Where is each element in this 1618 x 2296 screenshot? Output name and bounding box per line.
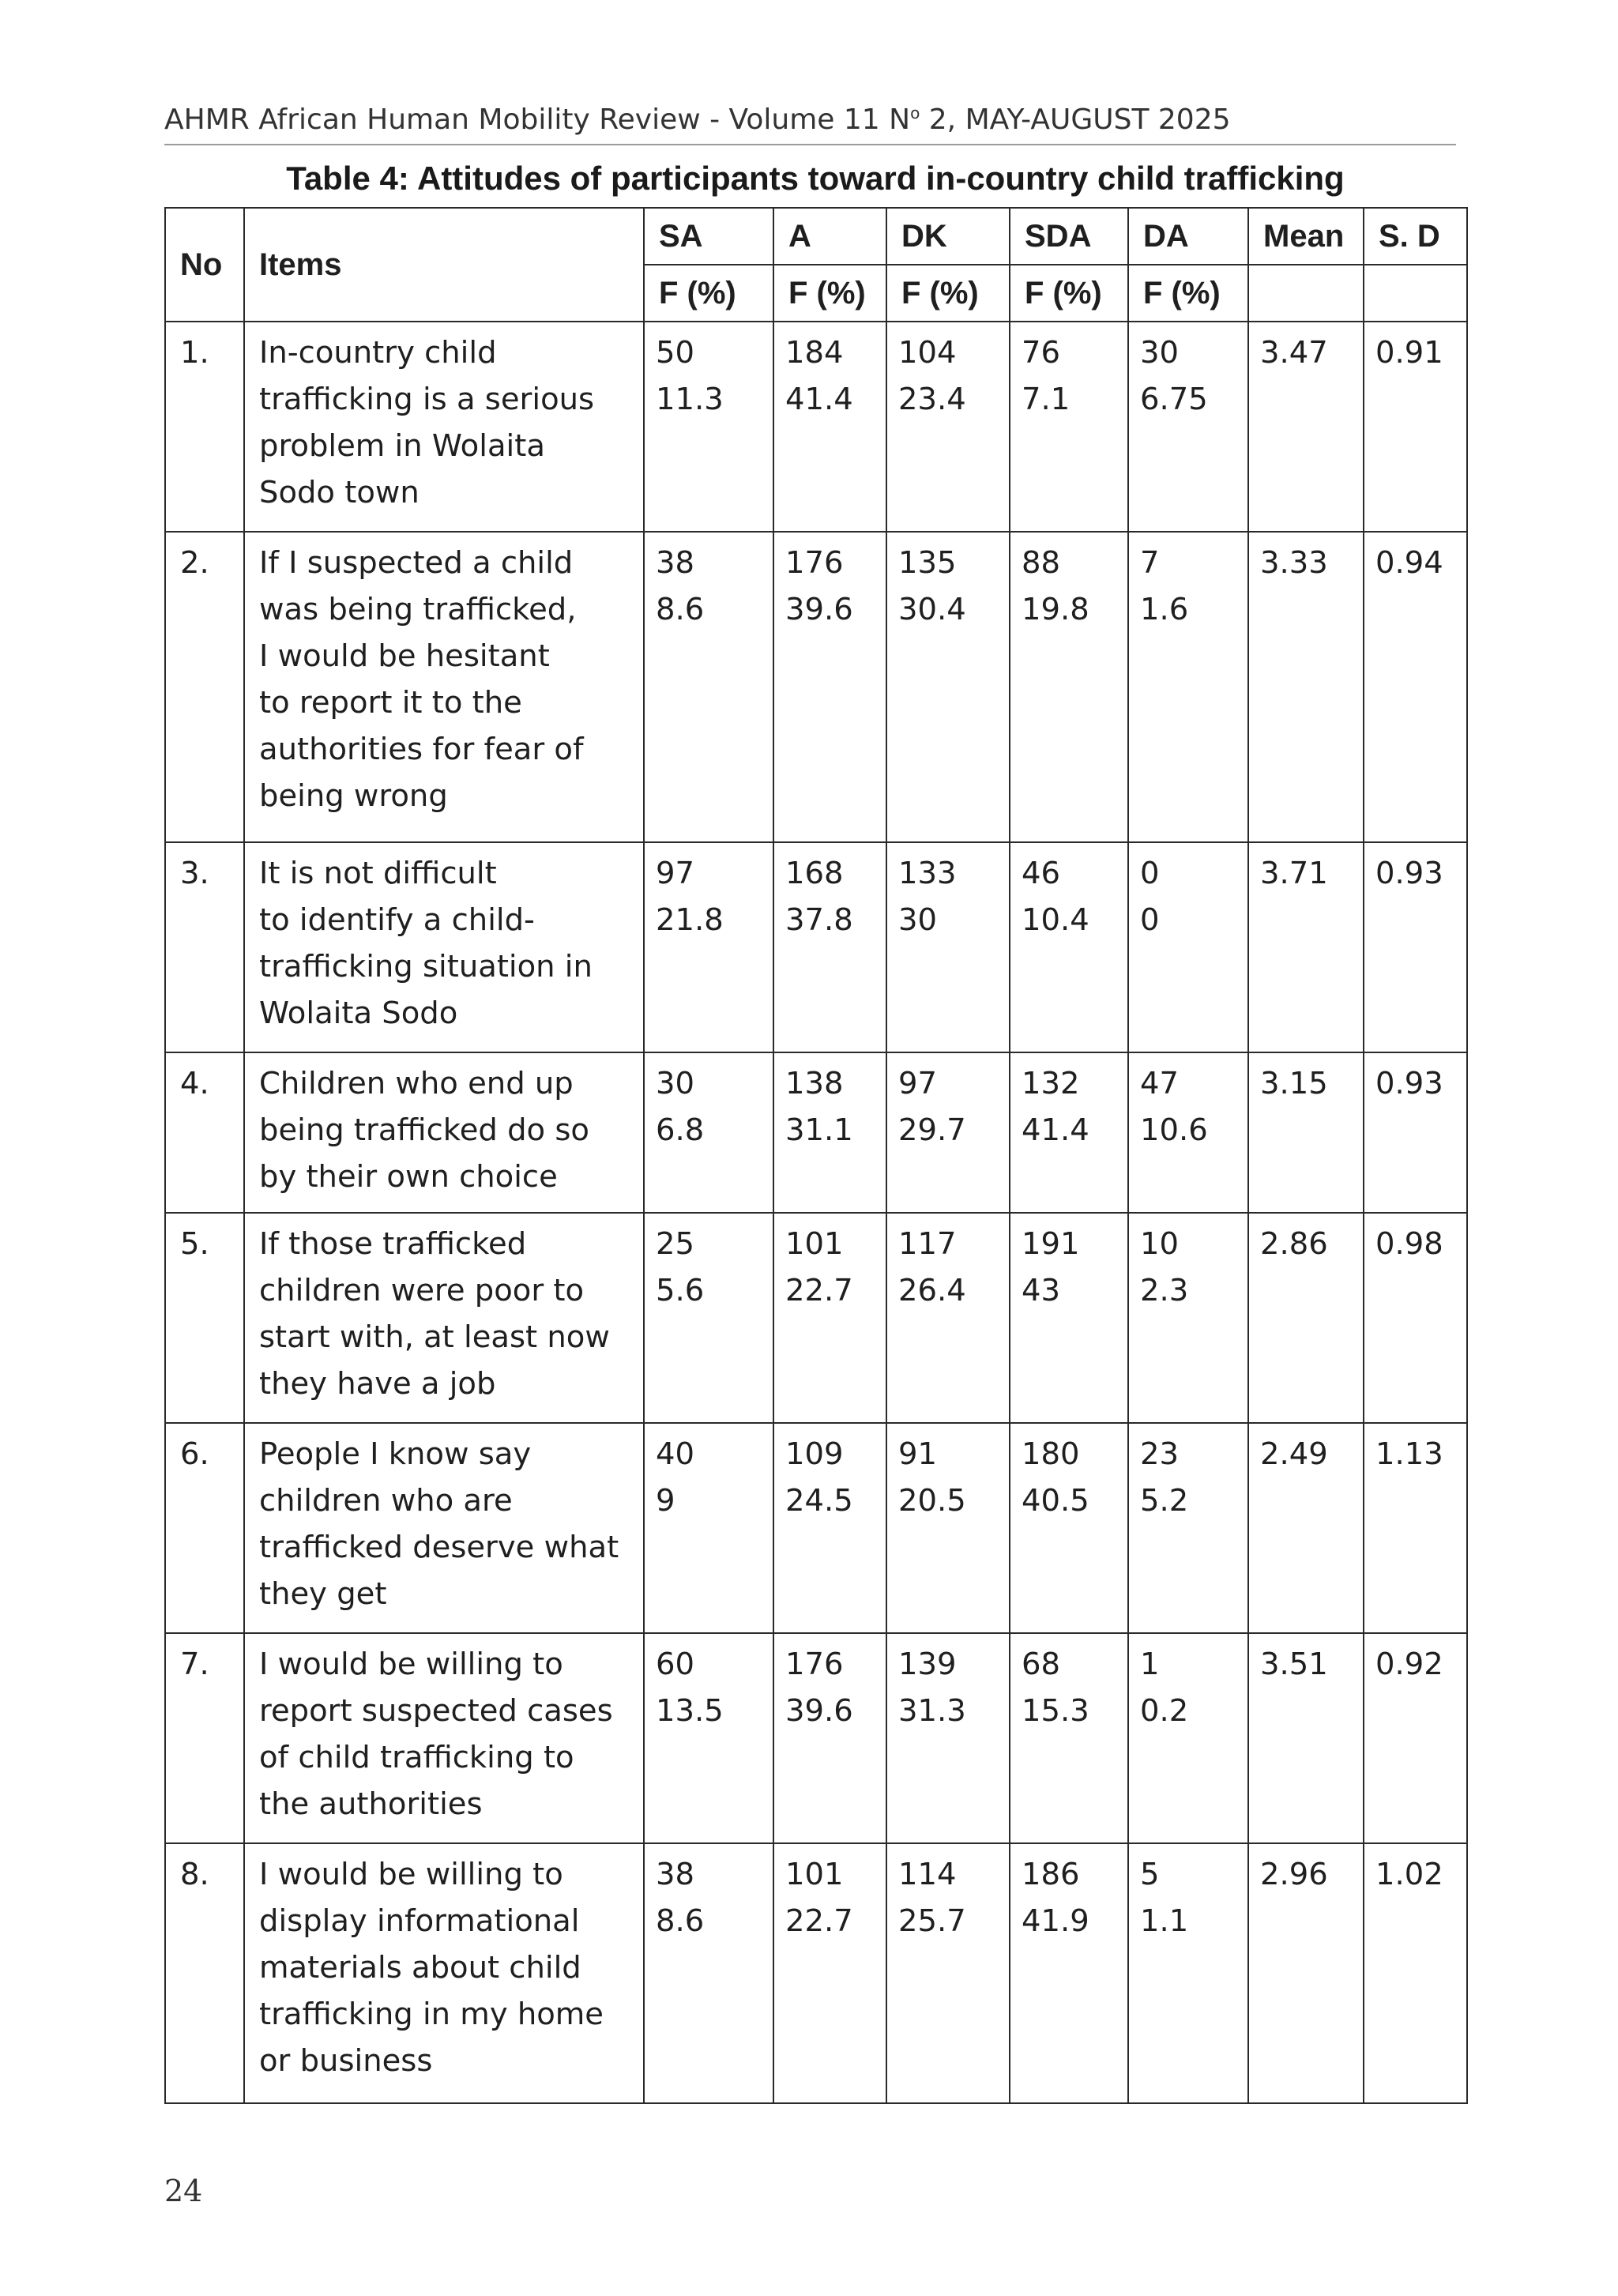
sa-cell [644, 1633, 773, 1843]
item-text-line: to identify a child- [259, 902, 535, 938]
sa-percent: 13.5 [656, 1693, 724, 1729]
subheader-da: F (%) [1128, 265, 1248, 322]
row-number: 1. [165, 322, 244, 532]
sda-frequency: 180 [1022, 1436, 1080, 1472]
sd-value: 1.13 [1364, 1423, 1467, 1633]
running-header-superscript: o [910, 104, 920, 122]
da-frequency: 1 [1140, 1647, 1160, 1682]
row-number: 7. [165, 1633, 244, 1843]
dk-percent: 26.4 [898, 1273, 966, 1308]
sda-frequency: 191 [1022, 1226, 1080, 1262]
da-percent: 0.2 [1140, 1693, 1189, 1729]
sa-cell [644, 532, 773, 842]
item-text-line: by their own choice [259, 1159, 558, 1195]
item-text-line: to report it to the [259, 685, 522, 721]
item-text-line: I would be willing to [259, 1647, 563, 1682]
item-text [244, 1423, 644, 1633]
dk-percent: 23.4 [898, 382, 966, 417]
dk-frequency: 135 [898, 545, 957, 581]
da-frequency: 5 [1140, 1857, 1160, 1892]
item-text-line: Children who end up [259, 1066, 574, 1101]
row-number: 2. [165, 532, 244, 842]
header-sda: SDA [1010, 208, 1128, 265]
sda-frequency: 46 [1022, 856, 1060, 891]
mean-value: 3.51 [1248, 1633, 1364, 1843]
sda-percent: 15.3 [1022, 1693, 1089, 1729]
header-sa: SA [644, 208, 773, 265]
subheader-sd-empty [1364, 265, 1467, 322]
item-text-line: report suspected cases [259, 1693, 613, 1729]
sa-frequency: 60 [656, 1647, 694, 1682]
dk-cell [886, 1052, 1010, 1213]
sda-percent: 40.5 [1022, 1483, 1089, 1519]
dk-cell [886, 532, 1010, 842]
dk-frequency: 104 [898, 335, 957, 371]
da-percent: 2.3 [1140, 1273, 1189, 1308]
a-cell [773, 1633, 886, 1843]
da-percent: 5.2 [1140, 1483, 1189, 1519]
sda-frequency: 76 [1022, 335, 1060, 371]
item-text-line: display informational [259, 1903, 580, 1939]
a-percent: 22.7 [785, 1273, 853, 1308]
dk-cell [886, 1213, 1010, 1423]
sda-percent: 43 [1022, 1273, 1060, 1308]
item-text-line: I would be willing to [259, 1857, 563, 1892]
row-number: 8. [165, 1843, 244, 2103]
a-frequency: 101 [785, 1857, 844, 1892]
header-no: No [165, 208, 244, 322]
item-text [244, 842, 644, 1052]
sda-cell [1010, 1423, 1128, 1633]
a-frequency: 138 [785, 1066, 844, 1101]
item-text-line: start with, at least now [259, 1319, 610, 1355]
table-row [165, 842, 1467, 1052]
sa-percent: 5.6 [656, 1273, 705, 1308]
da-frequency: 7 [1140, 545, 1160, 581]
table-header-row [165, 208, 1467, 265]
item-text-line: trafficking situation in [259, 949, 593, 984]
subheader-dk: F (%) [886, 265, 1010, 322]
dk-frequency: 114 [898, 1857, 957, 1892]
da-frequency: 10 [1140, 1226, 1179, 1262]
item-text-line: they get [259, 1576, 387, 1612]
a-frequency: 176 [785, 545, 844, 581]
sa-cell [644, 842, 773, 1052]
running-header-text-end: 2, MAY-AUGUST 2025 [920, 104, 1231, 136]
sa-percent: 9 [656, 1483, 675, 1519]
dk-percent: 30 [898, 902, 937, 938]
header-mean: Mean [1248, 208, 1364, 265]
header-da: DA [1128, 208, 1248, 265]
running-header [164, 101, 1456, 145]
dk-cell [886, 1633, 1010, 1843]
da-cell [1128, 842, 1248, 1052]
a-percent: 37.8 [785, 902, 853, 938]
sd-value: 0.91 [1364, 322, 1467, 532]
table-row [165, 1423, 1467, 1633]
a-percent: 39.6 [785, 592, 853, 627]
a-cell [773, 1052, 886, 1213]
sda-frequency: 132 [1022, 1066, 1080, 1101]
sda-frequency: 186 [1022, 1857, 1080, 1892]
item-text-line: I would be hesitant [259, 638, 550, 674]
sda-frequency: 88 [1022, 545, 1060, 581]
header-sd: S. D [1364, 208, 1467, 265]
item-text-line: If I suspected a child [259, 545, 574, 581]
table-row [165, 1213, 1467, 1423]
sa-cell [644, 1052, 773, 1213]
subheader-a: F (%) [773, 265, 886, 322]
sda-frequency: 68 [1022, 1647, 1060, 1682]
table-row [165, 322, 1467, 532]
item-text [244, 1052, 644, 1213]
sda-cell [1010, 532, 1128, 842]
mean-value: 3.71 [1248, 842, 1364, 1052]
mean-value: 3.15 [1248, 1052, 1364, 1213]
item-text-line: they have a job [259, 1366, 496, 1402]
sd-value: 1.02 [1364, 1843, 1467, 2103]
sda-percent: 19.8 [1022, 592, 1089, 627]
mean-value: 2.96 [1248, 1843, 1364, 2103]
sa-frequency: 30 [656, 1066, 694, 1101]
sda-cell [1010, 322, 1128, 532]
a-frequency: 176 [785, 1647, 844, 1682]
da-cell [1128, 532, 1248, 842]
dk-percent: 20.5 [898, 1483, 966, 1519]
page-number: 24 [164, 2174, 203, 2208]
item-text-line: being wrong [259, 778, 448, 814]
da-frequency: 23 [1140, 1436, 1179, 1472]
sa-percent: 8.6 [656, 1903, 705, 1939]
sd-value: 0.94 [1364, 532, 1467, 842]
dk-percent: 29.7 [898, 1112, 966, 1148]
sda-percent: 10.4 [1022, 902, 1089, 938]
dk-cell [886, 842, 1010, 1052]
table-row [165, 1843, 1467, 2103]
row-number: 6. [165, 1423, 244, 1633]
a-cell [773, 1213, 886, 1423]
sa-frequency: 25 [656, 1226, 694, 1262]
item-text-line: If those trafficked [259, 1226, 527, 1262]
da-percent: 0 [1140, 902, 1160, 938]
dk-frequency: 133 [898, 856, 957, 891]
sda-cell [1010, 1052, 1128, 1213]
a-cell [773, 1423, 886, 1633]
item-text-line: was being trafficked, [259, 592, 577, 627]
dk-frequency: 117 [898, 1226, 957, 1262]
row-number: 5. [165, 1213, 244, 1423]
da-cell [1128, 1423, 1248, 1633]
item-text-line: trafficking in my home [259, 1997, 604, 2032]
item-text-line: being trafficked do so [259, 1112, 589, 1148]
sa-percent: 11.3 [656, 382, 724, 417]
item-text-line: It is not difficult [259, 856, 497, 891]
item-text-line: or business [259, 2043, 433, 2079]
sa-frequency: 38 [656, 1857, 694, 1892]
a-cell [773, 322, 886, 532]
sda-cell [1010, 1633, 1128, 1843]
da-cell [1128, 1052, 1248, 1213]
sda-cell [1010, 1213, 1128, 1423]
sda-percent: 41.4 [1022, 1112, 1089, 1148]
row-number: 3. [165, 842, 244, 1052]
subheader-mean-empty [1248, 265, 1364, 322]
sda-cell [1010, 842, 1128, 1052]
sa-cell [644, 322, 773, 532]
sa-percent: 21.8 [656, 902, 724, 938]
sd-value: 0.93 [1364, 1052, 1467, 1213]
da-cell [1128, 322, 1248, 532]
item-text-line: trafficking is a serious [259, 382, 595, 417]
sda-percent: 41.9 [1022, 1903, 1089, 1939]
item-text-line: materials about child [259, 1950, 581, 1985]
item-text [244, 1213, 644, 1423]
a-percent: 24.5 [785, 1483, 853, 1519]
subheader-sa: F (%) [644, 265, 773, 322]
dk-percent: 30.4 [898, 592, 966, 627]
item-text-line: Sodo town [259, 475, 420, 510]
row-number: 4. [165, 1052, 244, 1213]
mean-value: 2.49 [1248, 1423, 1364, 1633]
sa-percent: 6.8 [656, 1112, 705, 1148]
a-frequency: 184 [785, 335, 844, 371]
sa-cell [644, 1423, 773, 1633]
item-text-line: the authorities [259, 1786, 483, 1822]
a-percent: 41.4 [785, 382, 853, 417]
table-caption: Table 4: Attitudes of participants toward in-country child trafficking [286, 160, 1345, 197]
item-text-line: children were poor to [259, 1273, 585, 1308]
da-percent: 1.6 [1140, 592, 1189, 627]
table-row [165, 532, 1467, 842]
sa-frequency: 97 [656, 856, 694, 891]
sa-frequency: 50 [656, 335, 694, 371]
mean-value: 3.33 [1248, 532, 1364, 842]
sa-frequency: 38 [656, 545, 694, 581]
dk-percent: 31.3 [898, 1693, 966, 1729]
dk-frequency: 139 [898, 1647, 957, 1682]
mean-value: 2.86 [1248, 1213, 1364, 1423]
dk-cell [886, 1423, 1010, 1633]
a-percent: 31.1 [785, 1112, 853, 1148]
sa-cell [644, 1843, 773, 2103]
sd-value: 0.98 [1364, 1213, 1467, 1423]
header-a: A [773, 208, 886, 265]
a-cell [773, 842, 886, 1052]
da-cell [1128, 1633, 1248, 1843]
dk-frequency: 97 [898, 1066, 937, 1101]
dk-cell [886, 322, 1010, 532]
a-cell [773, 1843, 886, 2103]
table-row [165, 1052, 1467, 1213]
item-text-line: In-country child [259, 335, 497, 371]
a-frequency: 109 [785, 1436, 844, 1472]
item-text-line: People I know say [259, 1436, 532, 1472]
a-frequency: 168 [785, 856, 844, 891]
running-header-text: AHMR African Human Mobility Review - Volume 11 N [164, 104, 911, 136]
item-text [244, 322, 644, 532]
item-text [244, 1633, 644, 1843]
a-percent: 39.6 [785, 1693, 853, 1729]
item-text-line: problem in Wolaita [259, 428, 545, 464]
item-text [244, 1843, 644, 2103]
da-cell [1128, 1843, 1248, 2103]
item-text [244, 532, 644, 842]
da-percent: 6.75 [1140, 382, 1208, 417]
item-text-line: trafficked deserve what [259, 1530, 619, 1565]
sda-cell [1010, 1843, 1128, 2103]
table-row [165, 1633, 1467, 1843]
a-frequency: 101 [785, 1226, 844, 1262]
item-text-line: children who are [259, 1483, 513, 1519]
da-percent: 1.1 [1140, 1903, 1189, 1939]
sd-value: 0.92 [1364, 1633, 1467, 1843]
da-percent: 10.6 [1140, 1112, 1208, 1148]
mean-value: 3.47 [1248, 322, 1364, 532]
da-frequency: 47 [1140, 1066, 1179, 1101]
da-frequency: 0 [1140, 856, 1160, 891]
da-cell [1128, 1213, 1248, 1423]
header-dk: DK [886, 208, 1010, 265]
header-items: Items [244, 208, 644, 322]
sda-percent: 7.1 [1022, 382, 1071, 417]
sa-frequency: 40 [656, 1436, 694, 1472]
a-cell [773, 532, 886, 842]
item-text-line: Wolaita Sodo [259, 996, 458, 1031]
dk-frequency: 91 [898, 1436, 937, 1472]
sa-percent: 8.6 [656, 592, 705, 627]
sa-cell [644, 1213, 773, 1423]
dk-percent: 25.7 [898, 1903, 966, 1939]
da-frequency: 30 [1140, 335, 1179, 371]
item-text-line: of child trafficking to [259, 1740, 574, 1775]
attitudes-table [164, 207, 1468, 2104]
sd-value: 0.93 [1364, 842, 1467, 1052]
a-percent: 22.7 [785, 1903, 853, 1939]
subheader-sda: F (%) [1010, 265, 1128, 322]
dk-cell [886, 1843, 1010, 2103]
item-text-line: authorities for fear of [259, 732, 584, 767]
